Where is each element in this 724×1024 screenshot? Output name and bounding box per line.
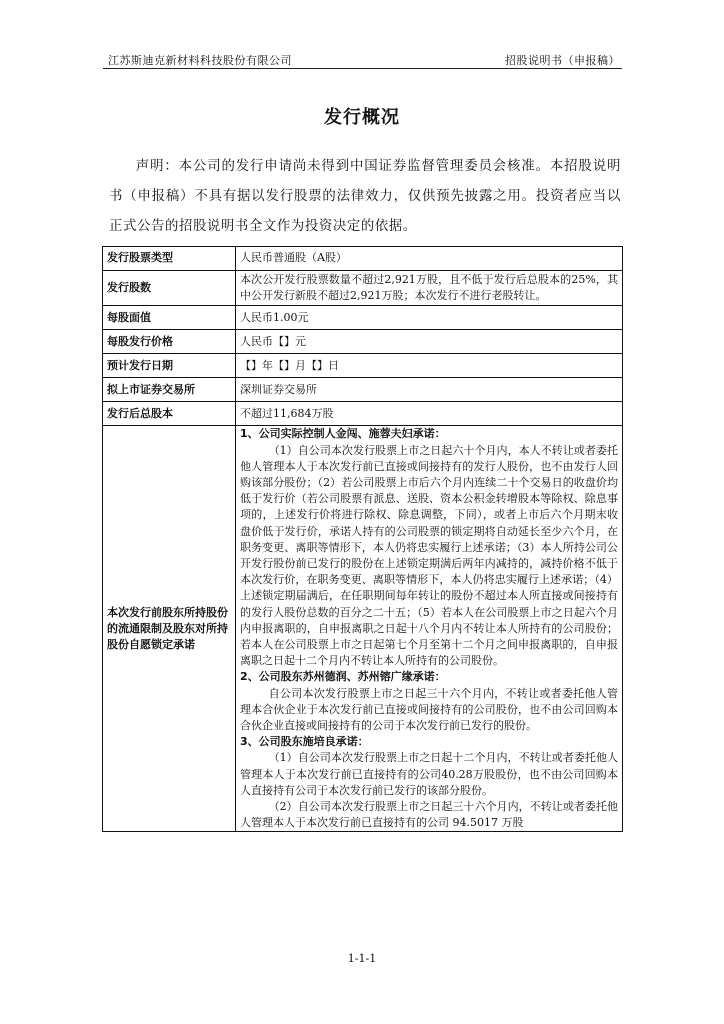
page-number: 1-1-1 bbox=[347, 952, 377, 965]
row-label: 发行后总股本 bbox=[103, 402, 236, 426]
issuance-overview-table bbox=[102, 246, 623, 832]
row-value: 不超过11,684万股 bbox=[236, 402, 623, 426]
row-value: 【】年【】月【】日 bbox=[236, 354, 623, 378]
commitment-3-body-1: （1）自公司本次发行股票上市之日起十二个月内，不转让或者委托他人管理本人于本次发行前已直接持有的公司40.28万股股份，也不由公司回购本人直接持有公司于本次发行前已发行的该部分股份。 bbox=[240, 751, 618, 797]
header-rule bbox=[103, 68, 622, 69]
row-value: 深圳证券交易所 bbox=[236, 378, 623, 402]
row-value: 人民币【】元 bbox=[236, 330, 623, 354]
table-row bbox=[103, 354, 623, 378]
row-value: 人民币1.00元 bbox=[236, 306, 623, 330]
row-label: 每股发行价格 bbox=[103, 330, 236, 354]
header-document-name: 招股说明书（申报稿） bbox=[505, 54, 620, 67]
lockup-commitments bbox=[236, 426, 623, 832]
commitment-1-title: 1、公司实际控制人金闯、施蓉夫妇承诺： bbox=[240, 427, 446, 441]
table-row-lockup bbox=[103, 426, 623, 832]
commitment-3-body-2: （2）自公司本次发行股票上市之日起三十六个月内，不转让或者委托他人管理本人于本次发行前已直接持有的公司 94.5017 万股 bbox=[240, 800, 618, 830]
row-label: 预计发行日期 bbox=[103, 354, 236, 378]
commitment-1-body: （1）自公司本次发行股票上市之日起六十个月内，本人不转让或者委托他人管理本人于本次发行前已直接或间接持有的发行人股份，也不由发行人回购该部分股份；（2）若公司股票上市后六个月内连续二十个交易日的收盘价均低于发行价（若公司股票有派息、送股、资本公积金转增股本等除权、除息事项的，上述发行价将进行除权、除息调整，下同），或者上市后六个月期末收盘价低于发行价，承诺人持有的公司股票的锁定期将自动延长至少六个月，在职务变更、离职等情形下，本人仍将忠实履行上述承诺；（3）本人所持公司公开发行股份前已发行的股份在上述锁定期满后两年内减持的，减持价格不低于本次发行价，在职务变更、离职等情形下，本人仍将忠实履行上述承诺；（4）上述锁定期届满后，在任职期间每年转让的股份不超过本人所直接或间接持有的发行人股份总数的百分之二十五；（5）若本人在公司股票上市之日起六个月内申报离职的，自申报离职之日起十八个月内不转让本人所持有的公司股份；若本人在公司股票上市之日起第七个月至第十二个月之间申报离职的，自申报离职之日起十二个月内不转让本人所持有的公司股份。 bbox=[240, 443, 618, 668]
table-row bbox=[103, 247, 623, 271]
page-title: 发行概况 bbox=[324, 107, 400, 128]
row-label: 拟上市证券交易所 bbox=[103, 378, 236, 402]
row-label: 发行股票类型 bbox=[103, 247, 236, 271]
row-value: 本次公开发行股票数量不超过2,921万股，且不低于发行后总股本的25%，其中公开发行新股不超过2,921万股；本次发行不进行老股转让。 bbox=[236, 271, 623, 306]
table-row bbox=[103, 330, 623, 354]
lockup-label: 本次发行前股东所持股份的流通限制及股东对所持股份自愿锁定承诺 bbox=[103, 426, 236, 832]
table-row bbox=[103, 306, 623, 330]
row-label: 发行股数 bbox=[103, 271, 236, 306]
commitment-2-title: 2、公司股东苏州德润、苏州镕广缘承诺： bbox=[240, 670, 446, 684]
table-row bbox=[103, 402, 623, 426]
commitment-2-body: 自公司本次发行股票上市之日起三十六个月内，不转让或者委托他人管理本合伙企业于本次发行前已直接或间接持有的公司股份，也不由公司回购本合伙企业直接或间接持有的公司于本次发行前已发行的股份。 bbox=[240, 686, 618, 733]
row-label: 每股面值 bbox=[103, 306, 236, 330]
row-value: 人民币普通股（A股） bbox=[236, 247, 623, 271]
table-row bbox=[103, 271, 623, 306]
disclaimer-statement: 声明：本公司的发行申请尚未得到中国证券监督管理委员会核准。本招股说明书（申报稿）不具有据以发行股票的法律效力，仅供预先披露之用。投资者应当以正式公告的招股说明书全文作为投资决定的依据。 bbox=[109, 159, 621, 234]
table-row bbox=[103, 378, 623, 402]
commitment-3-title: 3、公司股东施培良承诺： bbox=[240, 735, 369, 749]
header-company-name: 江苏斯迪克新材料科技股份有限公司 bbox=[108, 54, 292, 67]
